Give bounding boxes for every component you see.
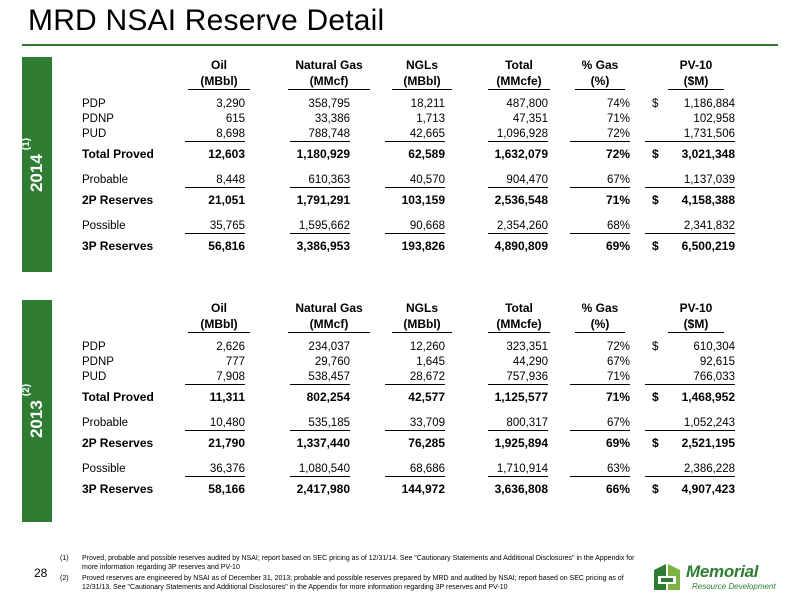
footnote xyxy=(60,554,650,572)
title-rule xyxy=(22,44,778,46)
cell-oil: 8,698 xyxy=(216,128,245,140)
cell-total: 3,636,808 xyxy=(494,482,548,496)
cell-total: 323,351 xyxy=(506,341,548,353)
cell-ngl: 1,713 xyxy=(416,113,445,125)
row-label: PUD xyxy=(82,371,107,383)
cell-ngl: 18,211 xyxy=(410,98,445,110)
cell-ngl: 33,709 xyxy=(409,417,445,429)
cell-pv: 1,468,952 xyxy=(681,390,735,404)
column-unit: ($M) xyxy=(668,73,724,90)
table-row xyxy=(70,355,735,370)
cell-gas: 1,595,662 xyxy=(298,220,350,232)
row-label: Probable xyxy=(82,417,129,429)
cell-total: 904,470 xyxy=(506,174,548,186)
column-header xyxy=(478,300,560,333)
footnotes xyxy=(60,554,650,592)
footnote-marker: (2) xyxy=(60,575,69,582)
table-row xyxy=(70,112,735,127)
year-label: 2014 xyxy=(27,153,46,192)
cell-pct: 67% xyxy=(606,356,630,368)
cell-oil: 21,051 xyxy=(208,193,245,207)
column-name: Total xyxy=(505,58,533,72)
currency-symbol: $ xyxy=(652,147,659,161)
table-row xyxy=(70,455,735,477)
column-header xyxy=(658,300,734,333)
year-note: (1) xyxy=(21,137,33,150)
table-header xyxy=(70,57,735,97)
footnote-text: Proved, probable and possible reserves audited by NSAI; report based on SEC pricing as of 12/31/14. See "Cautionary Statements and Additional Disclosures" in the Appendix for more information regarding 3P reserves and PV-10 xyxy=(82,555,635,571)
row-label: PDP xyxy=(82,341,106,353)
cell-pv: 102,958 xyxy=(693,113,735,125)
cell-oil: 777 xyxy=(225,356,245,368)
cell-total: 1,125,577 xyxy=(494,390,548,404)
column-header xyxy=(565,57,635,90)
page-number: 28 xyxy=(34,566,48,580)
cell-ngl: 40,570 xyxy=(409,174,445,186)
cell-pct: 69% xyxy=(605,436,630,450)
cell-pv: 4,158,388 xyxy=(681,193,735,207)
cell-gas: 535,185 xyxy=(308,417,350,429)
row-label: PDP xyxy=(82,98,106,110)
cell-gas: 1,080,540 xyxy=(298,463,350,475)
cell-oil: 8,448 xyxy=(216,174,245,186)
cell-ngl: 12,260 xyxy=(409,341,445,353)
cell-total: 1,710,914 xyxy=(496,463,548,475)
column-name: NGLs xyxy=(405,58,438,72)
logo-mark-icon xyxy=(652,562,682,592)
cell-pct: 67% xyxy=(606,417,630,429)
column-name: PV-10 xyxy=(679,58,713,72)
table-row xyxy=(70,97,735,112)
cell-pv: 3,021,348 xyxy=(681,147,735,161)
reserve-table-2013 xyxy=(70,300,735,501)
cell-oil: 35,765 xyxy=(209,220,245,232)
page-title: MRD NSAI Reserve Detail xyxy=(28,4,385,37)
cell-pct: 71% xyxy=(606,113,630,125)
cell-pv: 2,521,195 xyxy=(681,436,735,450)
column-unit: (%) xyxy=(575,316,625,333)
table-row xyxy=(70,188,735,212)
currency-symbol: $ xyxy=(652,436,659,450)
table-row xyxy=(70,142,735,166)
cell-pct: 71% xyxy=(606,371,630,383)
cell-pct: 69% xyxy=(605,239,630,253)
cell-oil: 2,626 xyxy=(216,341,245,353)
currency-symbol: $ xyxy=(652,341,659,353)
column-header xyxy=(278,300,380,333)
cell-total: 4,890,809 xyxy=(494,239,548,253)
column-name: % Gas xyxy=(581,58,619,72)
company-logo xyxy=(652,560,780,594)
column-name: Total xyxy=(505,301,533,315)
cell-total: 1,632,079 xyxy=(494,147,548,161)
table-row xyxy=(70,234,735,258)
cell-oil: 21,790 xyxy=(208,436,245,450)
cell-ngl: 1,645 xyxy=(416,356,445,368)
column-header xyxy=(178,57,260,90)
year-label: 2013 xyxy=(27,400,46,439)
currency-symbol: $ xyxy=(652,482,659,496)
cell-ngl: 76,285 xyxy=(408,436,445,450)
column-name: Oil xyxy=(210,301,227,315)
cell-gas: 802,254 xyxy=(306,390,350,404)
table-row xyxy=(70,166,735,188)
column-unit: (MMcfe) xyxy=(488,316,550,333)
cell-ngl: 90,668 xyxy=(409,220,445,232)
column-unit: (MMcf) xyxy=(288,73,370,90)
cell-gas: 29,760 xyxy=(314,356,350,368)
cell-gas: 3,386,953 xyxy=(296,239,350,253)
cell-total: 2,536,548 xyxy=(494,193,548,207)
column-header xyxy=(278,57,380,90)
table-row xyxy=(70,370,735,385)
cell-total: 1,096,928 xyxy=(496,128,548,140)
column-header xyxy=(565,300,635,333)
row-label: 2P Reserves xyxy=(82,193,154,207)
row-label: PDNP xyxy=(82,113,114,125)
row-label: Probable xyxy=(82,174,129,186)
cell-total: 800,317 xyxy=(506,417,548,429)
column-header xyxy=(178,300,260,333)
row-label: Total Proved xyxy=(82,390,154,404)
cell-total: 2,354,260 xyxy=(496,220,548,232)
cell-ngl: 103,159 xyxy=(401,193,445,207)
cell-ngl: 42,665 xyxy=(409,128,445,140)
cell-oil: 615 xyxy=(225,113,245,125)
cell-gas: 358,795 xyxy=(308,98,350,110)
cell-gas: 1,180,929 xyxy=(296,147,350,161)
cell-gas: 788,748 xyxy=(308,128,350,140)
cell-pv: 92,615 xyxy=(699,356,735,368)
logo-subtitle: Resource Development xyxy=(692,582,776,591)
footnote-marker: (1) xyxy=(60,555,69,562)
cell-pct: 66% xyxy=(605,482,630,496)
cell-oil: 3,290 xyxy=(216,98,245,110)
reserve-table-2014 xyxy=(70,57,735,258)
cell-pct: 74% xyxy=(606,98,630,110)
cell-oil: 36,376 xyxy=(209,463,245,475)
table-row xyxy=(70,340,735,355)
column-unit: (MMcfe) xyxy=(488,73,550,90)
column-header xyxy=(382,57,462,90)
column-name: PV-10 xyxy=(679,301,713,315)
logo-name: Memorial xyxy=(686,562,759,581)
cell-pv: 1,052,243 xyxy=(683,417,735,429)
footnote-text: Proved reserves are engineered by NSAI as of December 31, 2013; probable and possible reserves prepared by MRD and audited by NSAI; report based on SEC pricing as of 12/31/13. See "Cautionary Statements and Additional Disclosures" in the Appendix for more information regarding 3P reserves and PV-10 xyxy=(82,575,624,591)
cell-pct: 63% xyxy=(606,463,630,475)
cell-gas: 538,457 xyxy=(308,371,350,383)
cell-oil: 10,480 xyxy=(209,417,245,429)
footnote xyxy=(60,574,650,592)
row-label: 3P Reserves xyxy=(82,239,154,253)
column-unit: (%) xyxy=(575,73,625,90)
table-row xyxy=(70,409,735,431)
cell-ngl: 28,672 xyxy=(409,371,445,383)
year-note: (2) xyxy=(21,383,33,397)
cell-pct: 67% xyxy=(606,174,630,186)
row-label: PDNP xyxy=(82,356,114,368)
cell-pv: 766,033 xyxy=(693,371,735,383)
cell-gas: 2,417,980 xyxy=(296,482,350,496)
cell-ngl: 42,577 xyxy=(408,390,445,404)
row-label: Total Proved xyxy=(82,147,154,161)
cell-pv: 2,386,228 xyxy=(683,463,735,475)
row-label: 2P Reserves xyxy=(82,436,154,450)
cell-pv: 1,137,039 xyxy=(683,174,735,186)
cell-oil: 58,166 xyxy=(208,482,245,496)
table-row xyxy=(70,127,735,142)
cell-pv: 6,500,219 xyxy=(681,239,735,253)
cell-ngl: 193,826 xyxy=(401,239,445,253)
cell-pct: 72% xyxy=(606,128,630,140)
cell-gas: 234,037 xyxy=(308,341,350,353)
cell-pct: 71% xyxy=(605,193,630,207)
cell-oil: 7,908 xyxy=(216,371,245,383)
cell-pv: 2,341,832 xyxy=(683,220,735,232)
row-label: 3P Reserves xyxy=(82,482,154,496)
cell-pv: 4,907,423 xyxy=(681,482,735,496)
cell-total: 47,351 xyxy=(512,113,548,125)
column-unit: (MMcf) xyxy=(288,316,370,333)
row-label: Possible xyxy=(82,463,126,475)
cell-gas: 1,791,291 xyxy=(296,193,350,207)
cell-pct: 71% xyxy=(605,390,630,404)
row-label: Possible xyxy=(82,220,126,232)
column-unit: ($M) xyxy=(668,316,724,333)
cell-pv: 610,304 xyxy=(693,341,735,353)
table-row xyxy=(70,385,735,409)
cell-total: 1,925,894 xyxy=(494,436,548,450)
cell-pct: 72% xyxy=(606,341,630,353)
cell-total: 757,936 xyxy=(506,371,548,383)
cell-total: 44,290 xyxy=(512,356,548,368)
year-band-2014 xyxy=(22,57,52,272)
cell-pv: 1,186,884 xyxy=(683,98,735,110)
table-row xyxy=(70,212,735,234)
column-name: Oil xyxy=(210,58,227,72)
currency-symbol: $ xyxy=(652,98,659,110)
cell-pv: 1,731,506 xyxy=(683,128,735,140)
cell-pct: 68% xyxy=(606,220,630,232)
column-name: NGLs xyxy=(405,301,438,315)
cell-pct: 72% xyxy=(605,147,630,161)
table-row xyxy=(70,477,735,501)
cell-gas: 33,386 xyxy=(314,113,350,125)
row-label: PUD xyxy=(82,128,107,140)
cell-gas: 1,337,440 xyxy=(296,436,350,450)
cell-gas: 610,363 xyxy=(308,174,350,186)
cell-ngl: 68,686 xyxy=(409,463,445,475)
cell-oil: 11,311 xyxy=(209,390,245,404)
cell-ngl: 62,589 xyxy=(408,147,445,161)
column-name: % Gas xyxy=(581,301,619,315)
currency-symbol: $ xyxy=(652,193,659,207)
column-name: Natural Gas xyxy=(295,58,363,72)
cell-oil: 56,816 xyxy=(208,239,245,253)
column-header xyxy=(658,57,734,90)
column-unit: (MBbl) xyxy=(392,316,452,333)
cell-oil: 12,603 xyxy=(208,147,245,161)
column-unit: (MBbl) xyxy=(188,73,250,90)
currency-symbol: $ xyxy=(652,390,659,404)
year-band-2013 xyxy=(22,300,52,522)
column-unit: (MBbl) xyxy=(392,73,452,90)
column-header xyxy=(382,300,462,333)
currency-symbol: $ xyxy=(652,239,659,253)
cell-ngl: 144,972 xyxy=(401,482,445,496)
table-header xyxy=(70,300,735,340)
column-unit: (MBbl) xyxy=(188,316,250,333)
column-header xyxy=(478,57,560,90)
column-name: Natural Gas xyxy=(295,301,363,315)
cell-total: 487,800 xyxy=(506,98,548,110)
table-row xyxy=(70,431,735,455)
